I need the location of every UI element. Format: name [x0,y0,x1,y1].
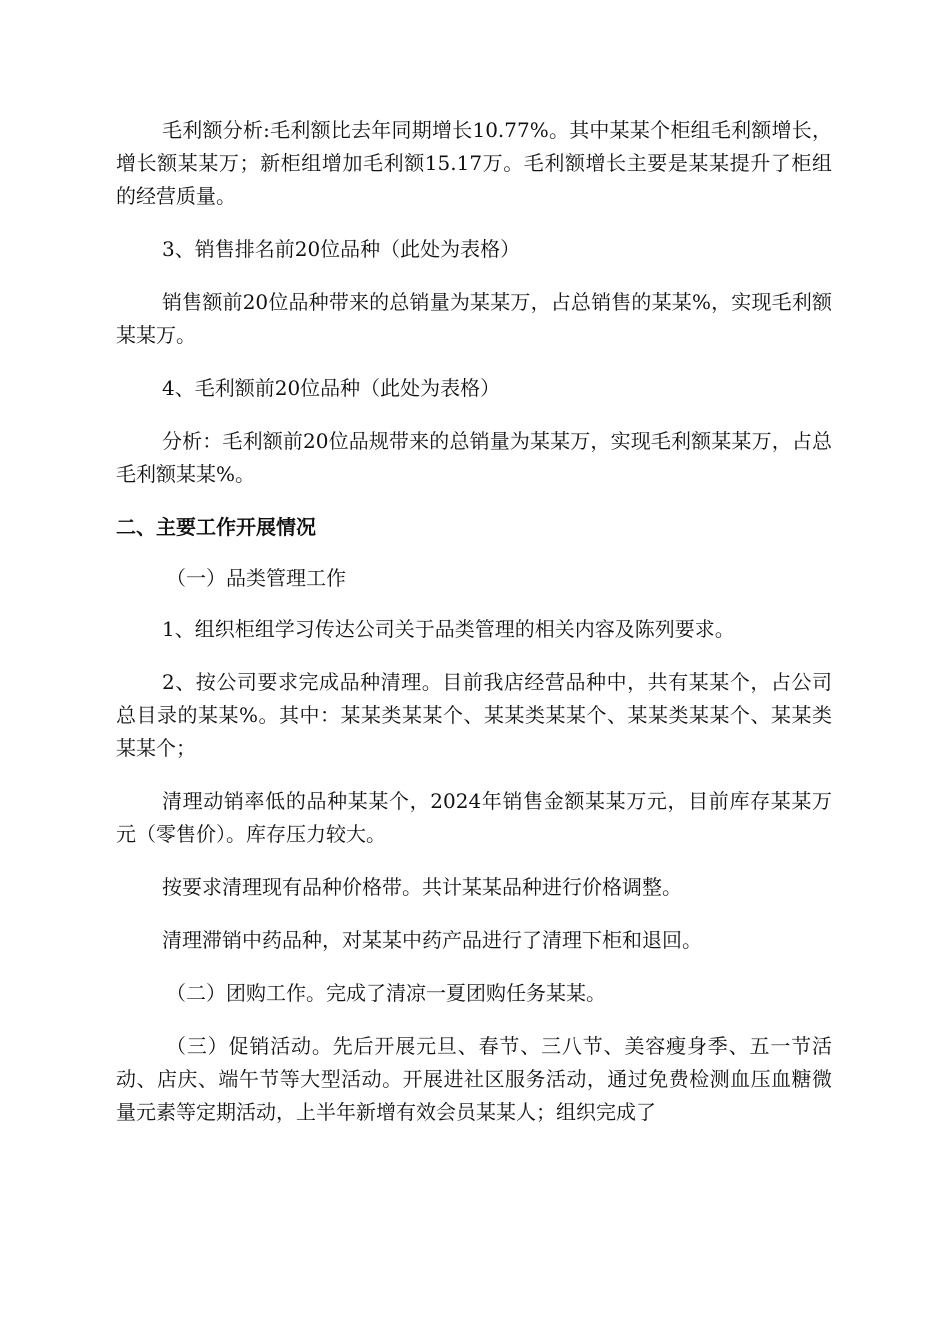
paragraph-chinese-medicine: 清理滞销中药品种，对某某中药产品进行了清理下柜和退回。 [162,928,702,952]
document-body [116,114,832,1129]
paragraph-clear-slow-items: 清理动销率低的品种某某个，2024年销售金额某某万元，目前库存某某万元（零售价）。库存压力较大。 [116,789,832,846]
paragraph-item-2: 2、按公司要求完成品种清理。目前我店经营品种中，共有某某个，占公司总目录的某某%。其中：某某类某某个、某某类某某个、某某类某某个、某某类某某个； [116,670,832,760]
subsection-promotions: （三）促销活动。先后开展元旦、春节、三八节、美容瘦身季、五一节活动、店庆、端午节等大型活动。开展进社区服务活动，通过免费检测血压血糖微量元素等定期活动，上半年新增有效会员某某人；组织完成了 [116,1034,832,1124]
section-heading-main-work: 二、主要工作开展情况 [116,515,316,539]
paragraph-top20-profit-analysis: 分析：毛利额前20位品规带来的总销量为某某万，实现毛利额某某万，占总毛利额某某%。 [116,429,832,486]
paragraph-top20-profit-heading: 4、毛利额前20位品种（此处为表格） [162,376,501,400]
paragraph-top20-sales-heading: 3、销售排名前20位品种（此处为表格） [162,237,521,261]
paragraph-top20-sales-summary: 销售额前20位品种带来的总销量为某某万，占总销售的某某%，实现毛利额某某万。 [116,290,832,347]
paragraph-price-band: 按要求清理现有品种价格带。共计某某品种进行价格调整。 [162,875,682,899]
paragraph-gross-profit-analysis: 毛利额分析:毛利额比去年同期增长10.77%。其中某某个柜组毛利额增长，增长额某某万；新柜组增加毛利额15.17万。毛利额增长主要是某某提升了柜组的经营质量。 [116,118,832,208]
subsection-group-purchase: （二）团购工作。完成了清凉一夏团购任务某某。 [166,981,606,1005]
paragraph-item-1: 1、组织柜组学习传达公司关于品类管理的相关内容及陈列要求。 [162,617,735,641]
subsection-category-management: （一）品类管理工作 [166,566,346,590]
